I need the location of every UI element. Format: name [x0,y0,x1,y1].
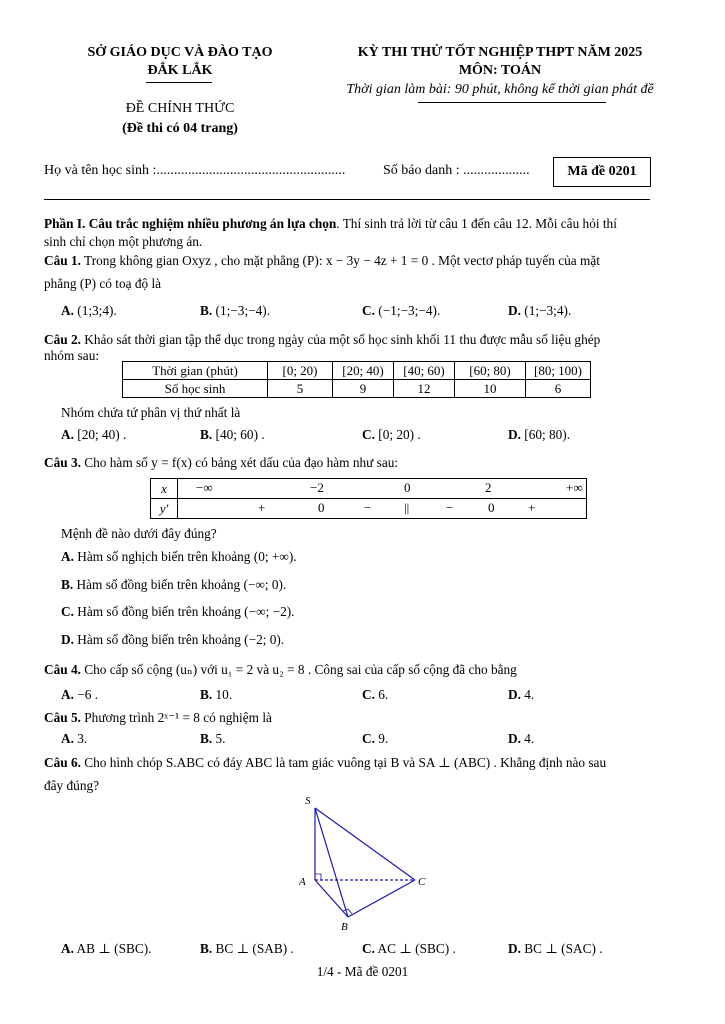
q1-option-d[interactable] [508,302,571,320]
x-value: −2 [310,480,324,495]
sign: + [528,500,536,515]
q6-number: Câu 6. [44,755,81,770]
pages-note: (Đề thi có 04 trang) [122,121,238,136]
q2-text1: Khảo sát thời gian tập thể dục trong ngày của một số học sinh khối 11 thu được mẫu số liệu ghép [84,332,601,347]
sign: || [404,500,410,515]
option-text: Hàm số đồng biến trên khoảng (−2; 0). [77,632,285,647]
header-divider-right [418,102,606,103]
option-label: C. [61,604,74,619]
option-label: C. [362,427,375,442]
table-cell: 9 [333,380,394,398]
part1-instructions [44,214,681,233]
sign: − [364,500,372,515]
q1-number: Câu 1. [44,253,81,268]
option-label: A. [61,303,74,318]
part1-title: Phần I. Câu trắc nghiệm nhiều phương án lựa chọn [44,216,337,231]
q3-prompt: Mệnh đề nào dưới đây đúng? [61,526,217,541]
option-text: Hàm số đồng biến trên khoảng (−∞; 0). [76,577,287,592]
option-text: 10. [215,687,233,702]
q3-option-b[interactable] [61,576,286,594]
q1-option-a[interactable] [61,302,117,320]
q3-number: Câu 3. [44,455,81,470]
q3-option-c[interactable] [61,603,295,621]
q4-option-d[interactable] [508,686,534,704]
x-value: 0 [404,480,411,495]
x-values-cell [178,479,587,499]
option-text: [40; 60) . [215,427,265,442]
option-text: [20; 40) . [77,427,127,442]
option-label: C. [362,303,375,318]
info-divider [44,199,650,200]
option-label: B. [200,941,213,956]
q2-text2: nhóm sau: [44,348,100,363]
edge-sc [315,808,415,880]
q5-option-c[interactable] [362,730,388,748]
option-label: D. [508,941,521,956]
option-text: 4. [524,687,535,702]
q1-text1: Trong không gian Oxyz , cho mặt phẳng (P): x − 3y − 4z + 1 = 0 . Một vectơ pháp tuyến của mặt [84,253,600,268]
option-text: 3. [77,731,88,746]
option-text: (1;−3;−4). [215,303,271,318]
option-label: D. [508,731,521,746]
q6-stem [44,753,681,772]
sign: − [446,500,454,515]
q1-text2: phẳng (P) có toạ độ là [44,276,162,291]
q5-option-d[interactable] [508,730,534,748]
q6-text2: đây đúng? [44,778,100,793]
part1-instr1: . Thí sinh trả lời từ câu 1 đến câu 12. Mỗi câu hỏi thí [336,216,617,231]
dept-name: SỞ GIÁO DỤC VÀ ĐÀO TẠO [87,45,273,60]
q5-text1: Phương trình 2ˣ⁻¹ = 8 có nghiệm là [84,710,272,725]
right-angle-mark-a [315,874,321,880]
q4-option-a[interactable] [61,686,98,704]
pyramid-figure [290,790,440,935]
option-label: A. [61,427,74,442]
edge-bc [348,880,415,917]
q2-number: Câu 2. [44,332,81,347]
q3-option-a[interactable] [61,548,297,566]
header-divider-left [146,82,212,83]
table-cell: [40; 60) [394,362,455,380]
q2-option-b[interactable] [200,426,265,444]
q4-option-c[interactable] [362,686,388,704]
table-cell: Số học sinh [123,380,268,398]
q2-data-table [122,361,591,398]
option-label: B. [200,731,213,746]
vertex-label-c: C [418,876,426,888]
q1-option-c[interactable] [362,302,440,320]
q1-option-b[interactable] [200,302,270,320]
option-label: B. [200,687,213,702]
q6-option-b[interactable] [200,940,294,958]
option-text: (−1;−3;−4). [378,303,441,318]
official-label: ĐỀ CHÍNH THỨC [125,101,235,116]
x-value: −∞ [196,480,213,495]
sign: 0 [318,500,325,515]
x-label: x [151,479,178,499]
option-label: A. [61,941,74,956]
option-text: (1;3;4). [77,303,117,318]
option-label: C. [362,687,375,702]
table-cell: [0; 20) [268,362,333,380]
table-cell: [60; 80) [455,362,526,380]
vertex-label-s: S [305,795,311,807]
q6-option-d[interactable] [508,940,603,958]
edge-ab [315,880,348,917]
q4-number: Câu 4. [44,662,81,677]
table-cell: Thời gian (phút) [123,362,268,380]
option-label: D. [508,687,521,702]
option-label: D. [61,632,74,647]
option-label: D. [508,303,521,318]
vertex-label-a: A [299,876,306,888]
subject: MÔN: TOÁN [458,63,542,78]
student-name-field: Họ và tên học sinh :...................................................... [44,163,346,178]
q5-option-a[interactable] [61,730,87,748]
option-text: BC ⊥ (SAC) . [524,941,603,956]
option-text: [60; 80). [524,427,571,442]
option-label: B. [200,303,213,318]
table-cell: 6 [526,380,591,398]
q5-stem [44,708,681,727]
option-label: B. [200,427,213,442]
option-text: 5. [215,731,226,746]
q4-option-b[interactable] [200,686,232,704]
table-cell: 12 [394,380,455,398]
option-text: Hàm số đồng biến trên khoảng (−∞; −2). [77,604,295,619]
province-name: ĐẮK LẮK [147,63,213,78]
q5-option-b[interactable] [200,730,226,748]
option-label: A. [61,687,74,702]
vertex-label-b: B [341,921,348,933]
option-label: B. [61,577,74,592]
sign: 0 [488,500,495,515]
student-id-field: Số báo danh : ................... [383,163,530,178]
q2-option-a[interactable] [61,426,126,444]
q1-stem [44,251,681,270]
q3-sign-table [150,478,587,519]
option-text: 6. [378,687,389,702]
option-text: 4. [524,731,535,746]
edge-sb [315,808,348,917]
q3-text1: Cho hàm số y = f(x) có bảng xét dấu của đạo hàm như sau: [84,455,399,470]
table-row [151,499,587,519]
table-row [151,479,587,499]
option-label: A. [61,731,74,746]
exam-code: Mã đề 0201 [553,157,651,187]
table-row [123,362,591,380]
q3-stem [44,453,681,472]
exam-title: KỲ THI THỬ TỐT NGHIỆP THPT NĂM 2025 [357,45,643,60]
option-label: A. [61,549,74,564]
option-text: (1;−3;4). [524,303,572,318]
option-label: C. [362,731,375,746]
option-text: 9. [378,731,389,746]
signs-cell [178,499,587,519]
sign: + [258,500,266,515]
q2-option-c[interactable] [362,426,421,444]
x-value: +∞ [566,480,583,495]
q2-option-d[interactable] [508,426,570,444]
option-text: AB ⊥ (SBC). [76,941,152,956]
option-text: AC ⊥ (SBC) . [377,941,456,956]
option-text: BC ⊥ (SAB) . [215,941,294,956]
page-footer: 1/4 - Mã đề 0201 [316,964,409,979]
option-text: [0; 20) . [378,427,421,442]
q6-option-a[interactable] [61,940,151,958]
q2-prompt: Nhóm chứa tứ phân vị thứ nhất là [61,405,241,420]
q4-text1: Cho cấp số cộng (uₙ) với u₁ = 2 và u₂ = 8 . Công sai của cấp số cộng đã cho bằng [84,662,517,677]
q3-option-d[interactable] [61,631,284,649]
part1-instr2: sinh chỉ chọn một phương án. [44,234,203,249]
option-text: −6 . [77,687,99,702]
q6-text1: Cho hình chóp S.ABC có đáy ABC là tam giác vuông tại B và SA ⊥ (ABC) . Khẳng định nào sau [84,755,607,770]
table-row [123,380,591,398]
option-text: Hàm số nghịch biến trên khoảng (0; +∞). [77,549,297,564]
option-label: D. [508,427,521,442]
q5-number: Câu 5. [44,710,81,725]
table-cell: 5 [268,380,333,398]
q6-option-c[interactable] [362,940,456,958]
q4-stem [44,660,681,679]
x-value: 2 [485,480,492,495]
option-label: C. [362,941,375,956]
table-cell: 10 [455,380,526,398]
table-cell: [80; 100) [526,362,591,380]
time-note: Thời gian làm bài: 90 phút, không kể thời gian phát đề [346,82,654,97]
y-prime-label: y′ [151,499,178,519]
table-cell: [20; 40) [333,362,394,380]
